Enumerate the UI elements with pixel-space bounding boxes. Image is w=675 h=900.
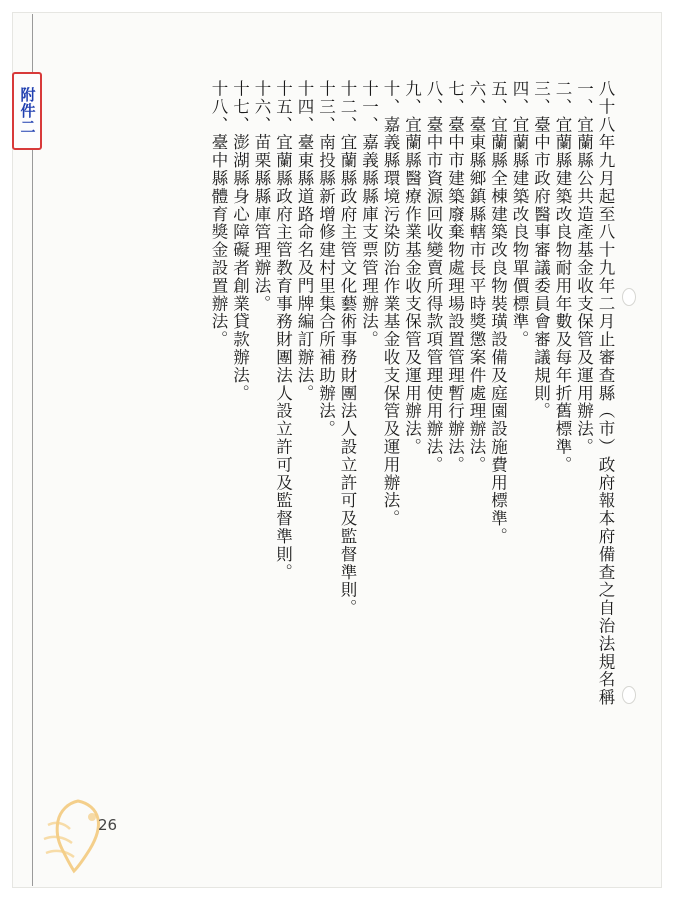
- list-item: 十一、嘉義縣縣庫支票管理辦法。: [359, 80, 379, 349]
- list-item: 九、宜蘭縣醫療作業基金收支保管及運用辦法。: [402, 80, 422, 456]
- list-item: 十四、臺東縣道路命名及門牌編訂辦法。: [295, 80, 314, 403]
- attachment-tab: [12, 72, 42, 150]
- list-item: 一、宜蘭縣公共造產基金收支保管及運用辦法。: [574, 80, 594, 456]
- list-item: 四、宜蘭縣建築改良物單價標準。: [510, 80, 529, 349]
- list-item: 八、臺中市資源回收變賣所得款項管理使用辦法。: [424, 80, 443, 474]
- list-item: 六、臺東縣鄉鎮縣轄市長平時獎懲案件處理辦法。: [467, 80, 486, 474]
- list-item: 二、宜蘭縣建築改良物耐用年數及每年折舊標準。: [553, 80, 572, 474]
- punch-hole-lower: [622, 686, 636, 704]
- attachment-tab-label: 附件二: [18, 87, 37, 135]
- list-item: 七、臺中市建築廢棄物處理場設置管理暫行辦法。: [445, 80, 465, 474]
- list-item: 十三、南投縣新增修建村里集合所補助辦法。: [316, 80, 336, 438]
- document-body: [136, 80, 616, 820]
- list-item: 三、臺中市政府醫事審議委員會審議規則。: [531, 80, 551, 421]
- document-heading: 八十八年九月起至八十九年二月止審查縣（市）政府報本府備查之自治法規名稱: [596, 80, 615, 707]
- list-item: 十二、宜蘭縣政府主管文化藝術事務財團法人設立許可及監督準則。: [338, 80, 357, 617]
- list-item: 五、宜蘭縣全棟建築改良物裝璜設備及庭園設施費用標準。: [488, 80, 508, 546]
- list-item: 十八、臺中縣體育獎金設置辦法。: [209, 80, 228, 349]
- punch-hole-upper: [622, 288, 636, 306]
- list-item: 十、嘉義縣環境污染防治作業基金收支保管及運用辦法。: [381, 80, 400, 528]
- list-item: 十六、苗栗縣縣庫管理辦法。: [252, 80, 271, 313]
- list-item: 十五、宜蘭縣政府主管教育事務財團法人設立許可及監督準則。: [273, 80, 293, 582]
- page-number: 26: [98, 816, 118, 834]
- list-item: 十七、澎湖縣身心障礙者創業貸款辦法。: [230, 80, 250, 403]
- taiwan-map-watermark-icon: [30, 795, 120, 875]
